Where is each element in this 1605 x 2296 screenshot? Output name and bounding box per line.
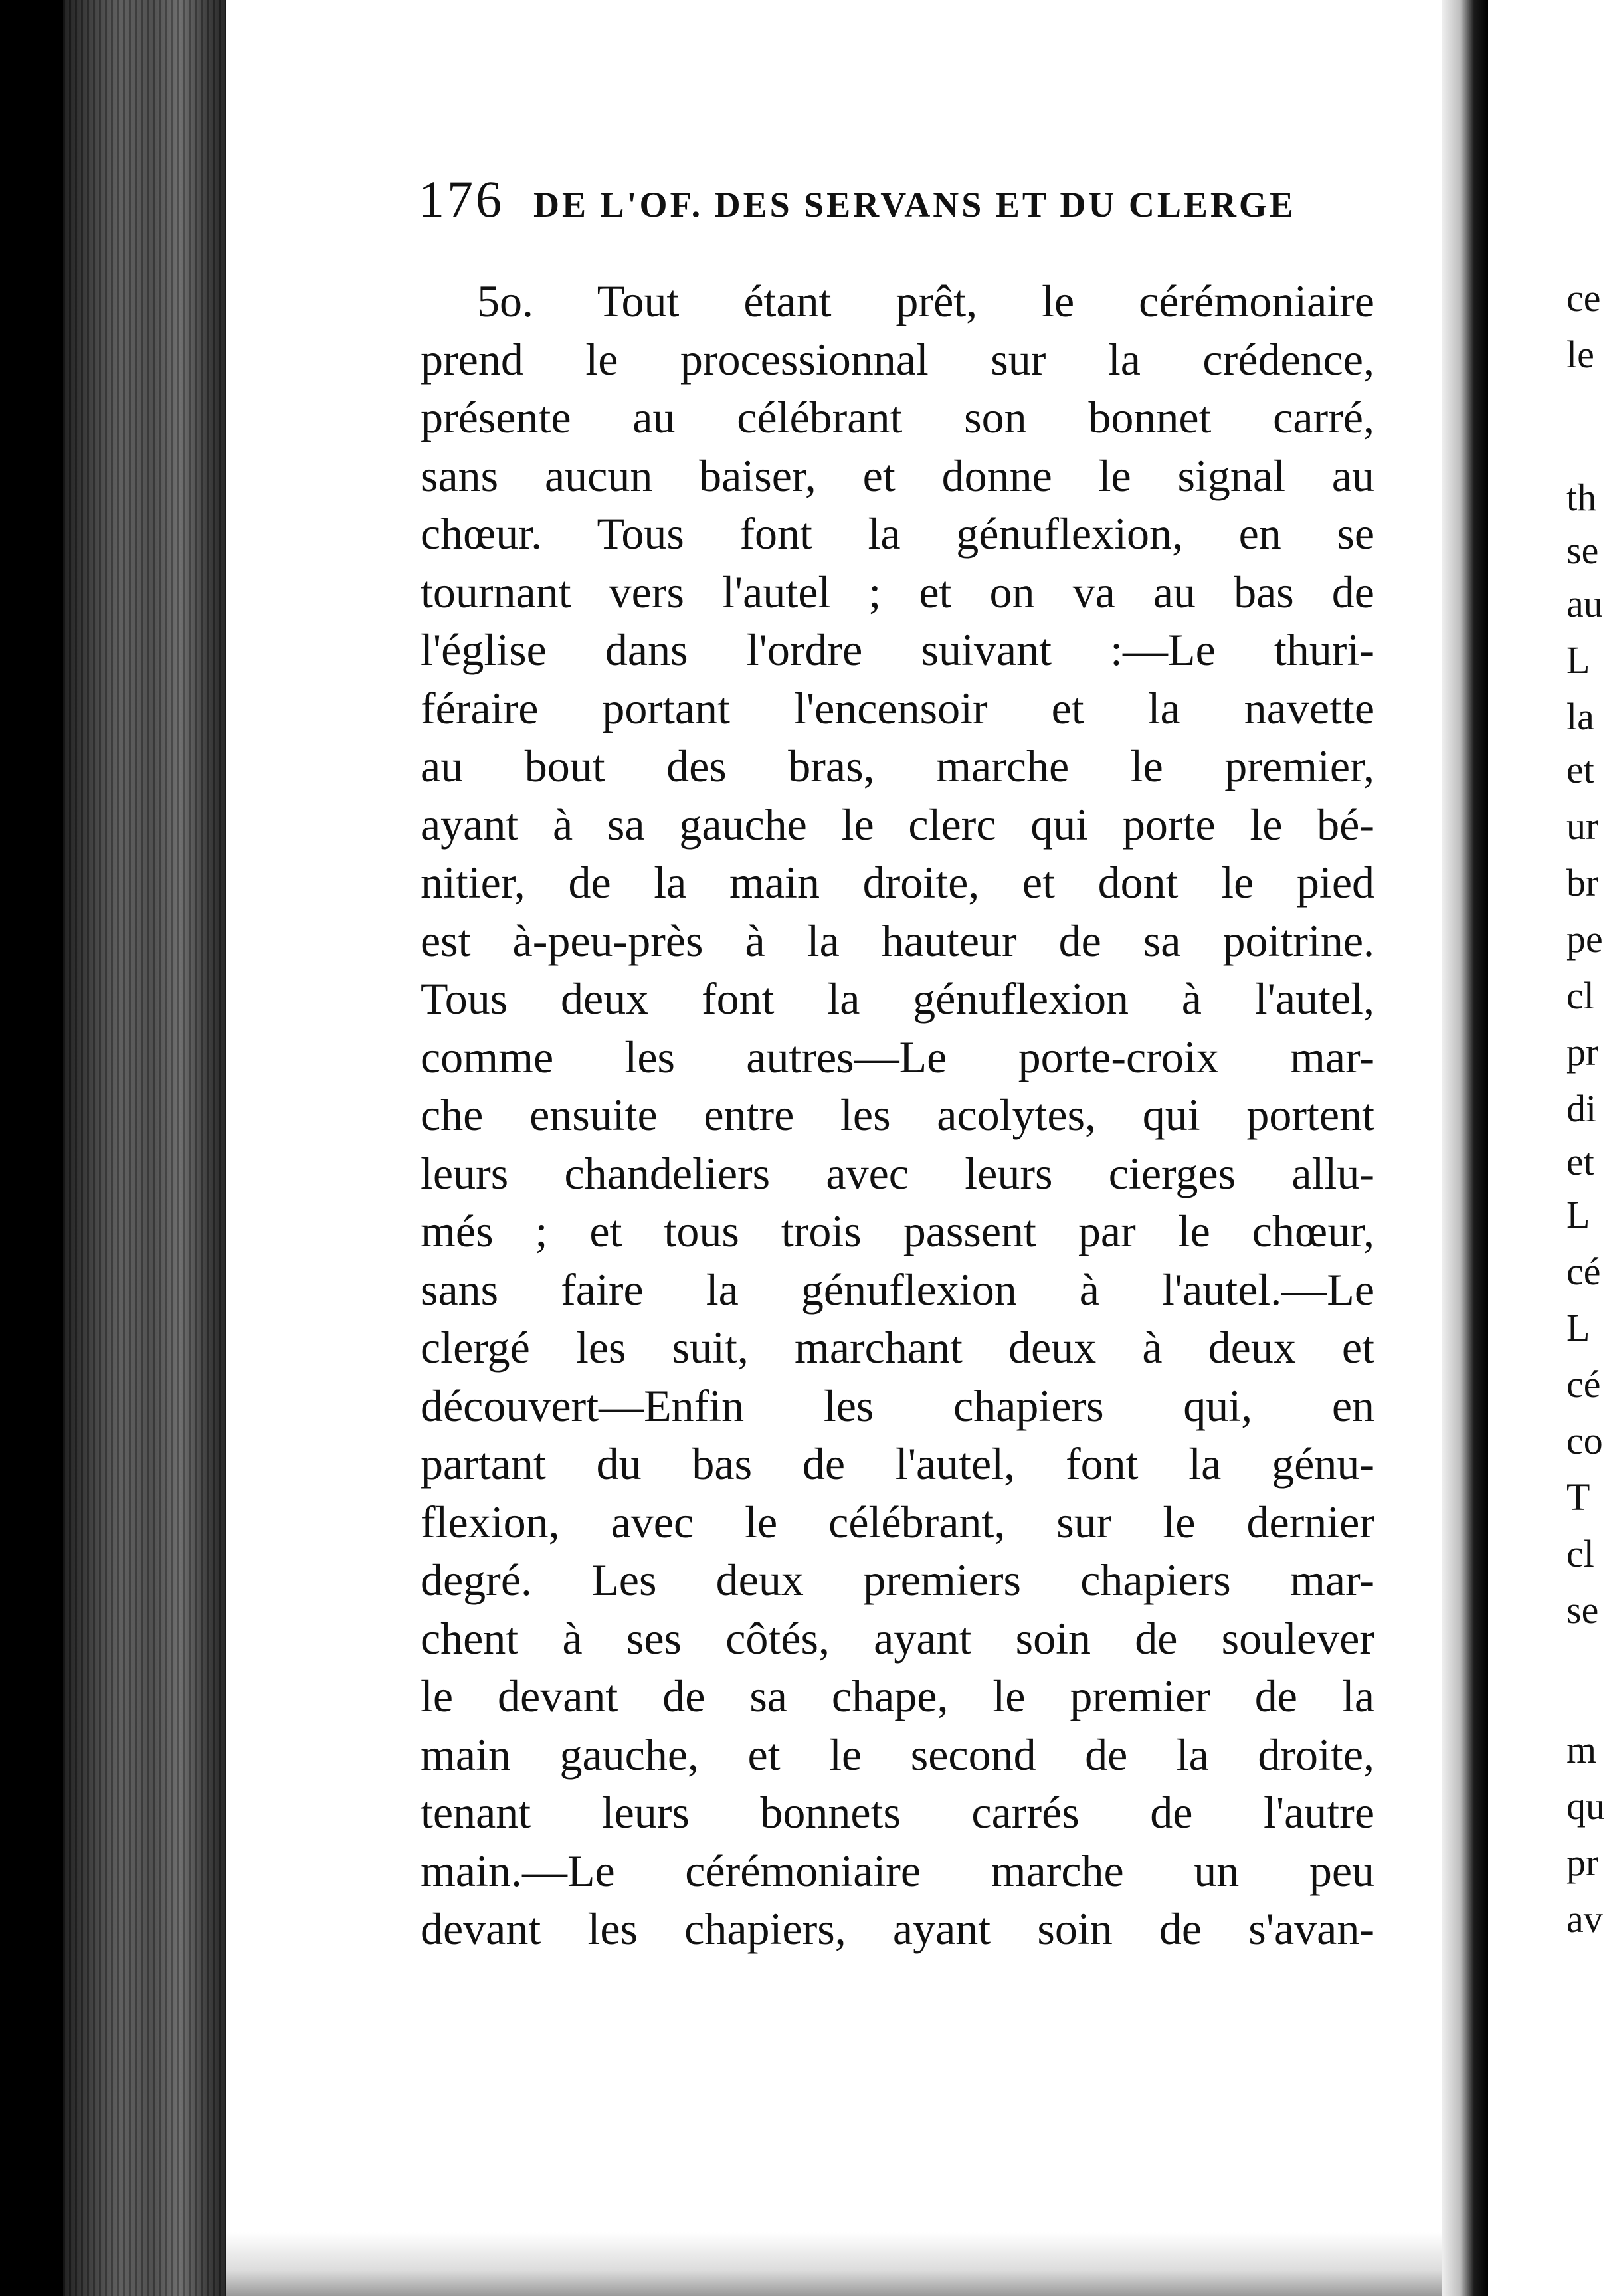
facing-page-fragment: pr <box>1566 1841 1599 1884</box>
facing-page-fragment: qu <box>1566 1784 1605 1828</box>
text-line: main.—Le cérémoniaire marche un peu <box>421 1845 1374 1896</box>
text-line: devant les chapiers, ayant soin de s'avan- <box>421 1903 1374 1954</box>
page-number: 176 <box>419 170 504 228</box>
facing-page-fragment: ur <box>1566 805 1599 848</box>
facing-page-fragment: L <box>1566 638 1590 682</box>
facing-page-fragment: le <box>1566 333 1594 376</box>
facing-page-edge <box>1488 0 1605 2296</box>
facing-page-fragment: cé <box>1566 1250 1601 1293</box>
facing-page-fragment: di <box>1566 1087 1597 1130</box>
facing-page-fragment: L <box>1566 1306 1590 1349</box>
facing-page-fragment: pr <box>1566 1030 1599 1074</box>
facing-page-fragment: se <box>1566 529 1599 572</box>
text-line: découvert—Enfin les chapiers qui, en <box>421 1380 1374 1431</box>
text-line: ayant à sa gauche le clerc qui porte le bé- <box>421 799 1374 850</box>
text-line: partant du bas de l'autel, font la génu- <box>421 1438 1374 1489</box>
facing-page-fragment: la <box>1566 695 1594 738</box>
facing-page-fragment: T <box>1566 1476 1590 1519</box>
text-line: tournant vers l'autel ; et on va au bas de <box>421 566 1374 617</box>
facing-page-fragment: cé <box>1566 1363 1601 1406</box>
facing-page-fragment: m <box>1566 1728 1597 1771</box>
text-line: nitier, de la main droite, et dont le pied <box>421 857 1374 908</box>
text-line: tenant leurs bonnets carrés de l'autre <box>421 1787 1374 1838</box>
text-line: l'église dans l'ordre suivant :—Le thuri- <box>421 624 1374 675</box>
text-line: est à-peu-près à la hauteur de sa poitrine. <box>421 915 1374 966</box>
text-line: prend le processionnal sur la crédence, <box>421 334 1374 385</box>
facing-page-fragment: et <box>1566 748 1594 791</box>
facing-page-fragment: L <box>1566 1193 1590 1236</box>
spine-texture <box>63 0 226 2296</box>
facing-page-fragment: cl <box>1566 974 1594 1017</box>
facing-page-fragment: se <box>1566 1588 1599 1632</box>
text-line: main gauche, et le second de la droite, <box>421 1729 1374 1780</box>
facing-page-fragment: br <box>1566 861 1599 904</box>
text-line: au bout des bras, marche le premier, <box>421 741 1374 791</box>
running-title: DE L'OF. DES SERVANS ET DU CLERGE <box>533 185 1296 225</box>
text-line: présente au célébrant son bonnet carré, <box>421 392 1374 442</box>
facing-page-fragment: av <box>1566 1897 1603 1941</box>
book-gutter <box>1442 0 1488 2296</box>
page-bottom-shadow <box>226 2232 1442 2296</box>
text-line: clergé les suit, marchant deux à deux et <box>421 1322 1374 1373</box>
text-line: degré. Les deux premiers chapiers mar- <box>421 1555 1374 1605</box>
text-line: che ensuite entre les acolytes, qui portent <box>421 1090 1374 1140</box>
facing-page-fragment: ce <box>1566 276 1601 320</box>
facing-page-fragment: co <box>1566 1419 1603 1462</box>
text-line: chent à ses côtés, ayant soin de soulever <box>421 1612 1374 1664</box>
facing-page-fragment: th <box>1566 476 1597 519</box>
text-line: sans aucun baiser, et donne le signal au <box>421 450 1374 501</box>
text-line: leurs chandeliers avec leurs cierges allu- <box>421 1147 1374 1198</box>
text-line: comme les autres—Le porte-croix mar- <box>421 1031 1374 1082</box>
text-line: flexion, avec le célébrant, sur le dernier <box>421 1496 1374 1547</box>
text-line: le devant de sa chape, le premier de la <box>421 1671 1374 1721</box>
text-line: més ; et tous trois passent par le chœur, <box>421 1206 1374 1256</box>
facing-page-fragment: cl <box>1566 1532 1594 1575</box>
text-line: sans faire la génuflexion à l'autel.—Le <box>421 1264 1374 1315</box>
text-line: féraire portant l'encensoir et la navette <box>421 682 1374 733</box>
running-header <box>419 169 1296 228</box>
facing-page-fragment: et <box>1566 1140 1594 1183</box>
text-line: Tous deux font la génuflexion à l'autel, <box>421 973 1374 1024</box>
text-line: 5o. Tout étant prêt, le cérémoniaire <box>477 276 1374 326</box>
facing-page-fragment: pe <box>1566 917 1603 961</box>
scan-border-left <box>0 0 63 2296</box>
text-line: chœur. Tous font la génuflexion, en se <box>421 508 1374 559</box>
main-text-block <box>421 272 1374 1959</box>
facing-page-fragment: au <box>1566 582 1603 625</box>
